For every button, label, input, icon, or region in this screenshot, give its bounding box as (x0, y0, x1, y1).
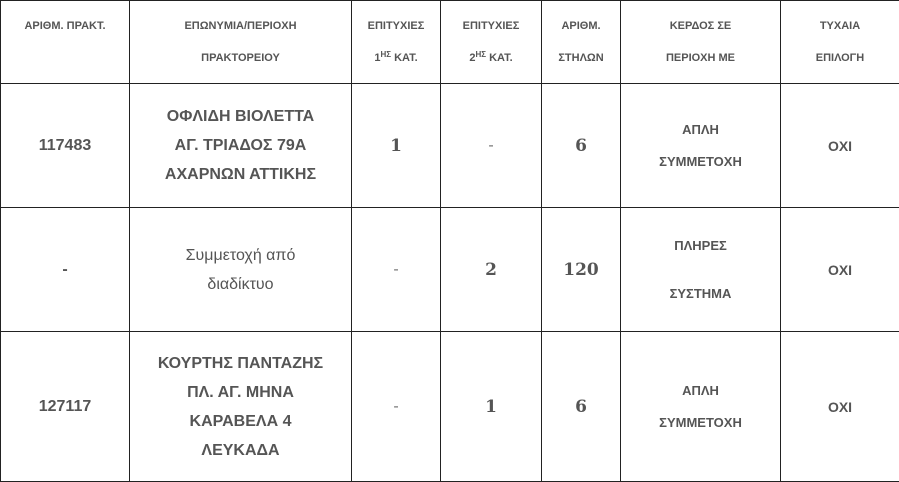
agent-address-line: ΑΓ. ΤΡΙΑΔΟΣ 79Α (130, 131, 351, 160)
profit-line2: ΣΥΜΜΕΤΟΧΗ (621, 407, 780, 439)
columns-cell: 6 (542, 332, 621, 482)
header-profit-line2: ΠΕΡΙΟΧΗ ΜΕ (621, 42, 780, 74)
header-wins-second-number: 2 (469, 52, 475, 64)
agent-number-cell: 117483 (1, 84, 130, 208)
header-row (1, 1, 899, 84)
agent-number-cell: 127117 (1, 332, 130, 482)
header-agent-name-line2: ΠΡΑΚΤΟΡΕΙΟΥ (130, 42, 351, 74)
header-random-selection (781, 1, 899, 84)
header-agent-name (130, 1, 352, 84)
agent-name-cell (130, 332, 352, 482)
header-columns (542, 1, 621, 84)
header-agent-number-text: ΑΡΙΘΜ. ΠΡΑΚΤ. (1, 10, 129, 42)
agent-address-line: ΠΛ. ΑΓ. ΜΗΝΑ (130, 378, 351, 407)
wins-second-category-cell: 1 (441, 332, 542, 482)
agent-name-line: ΚΟΥΡΤΗΣ ΠΑΝΤΑΖΗΣ (130, 349, 351, 378)
header-wins-second-line1: ΕΠΙΤΥΧΙΕΣ (441, 10, 541, 42)
table-row (1, 208, 899, 332)
agent-area-line: ΛΕΥΚΑΔΑ (130, 436, 351, 465)
random-selection-cell: ΟΧΙ (781, 208, 899, 332)
wins-second-category-cell: 2 (441, 208, 542, 332)
header-columns-line2: ΣΤΗΛΩΝ (542, 42, 620, 74)
wins-first-category-cell: 1 (352, 84, 441, 208)
random-selection-cell: ΟΧΙ (781, 84, 899, 208)
random-selection-cell: ΟΧΙ (781, 332, 899, 482)
agent-name-line: ΟΦΛΙΔΗ ΒΙΟΛΕΤΤΑ (130, 102, 351, 131)
header-agent-number (1, 1, 130, 84)
columns-cell: 120 (542, 208, 621, 332)
agent-name-line: Συμμετοχή από (130, 241, 351, 270)
profit-line1: ΑΠΛΗ (621, 114, 780, 146)
header-profit-line1: ΚΕΡΔΟΣ ΣΕ (621, 10, 780, 42)
wins-first-category-cell: - (352, 332, 441, 482)
header-random-line2: ΕΠΙΛΟΓΗ (781, 42, 899, 74)
table-row (1, 332, 899, 482)
profit-line1: ΠΛΗΡΕΣ (621, 222, 780, 270)
agent-name-line: διαδίκτυο (130, 270, 351, 299)
header-wins-first-line2 (352, 42, 440, 74)
wins-second-category-cell: - (441, 84, 542, 208)
header-columns-line1: ΑΡΙΘΜ. (542, 10, 620, 42)
profit-cell (621, 208, 781, 332)
columns-cell: 6 (542, 84, 621, 208)
header-wins-first-suffix: ΚΑΤ. (394, 52, 418, 64)
header-wins-first-category (352, 1, 441, 84)
profit-cell (621, 84, 781, 208)
header-profit (621, 1, 781, 84)
header-wins-first-superscript: ΗΣ (380, 50, 391, 59)
table-row (1, 84, 899, 208)
header-agent-name-line1: ΕΠΩΝΥΜΙΑ/ΠΕΡΙΟΧΗ (130, 10, 351, 42)
header-wins-first-line1: ΕΠΙΤΥΧΙΕΣ (352, 10, 440, 42)
header-wins-second-superscript: ΗΣ (475, 50, 486, 59)
profit-line2: ΣΥΜΜΕΤΟΧΗ (621, 146, 780, 178)
header-wins-second-line2 (441, 42, 541, 74)
agent-area-line: ΑΧΑΡΝΩΝ ΑΤΤΙΚΗΣ (130, 160, 351, 189)
profit-cell (621, 332, 781, 482)
header-wins-second-category (441, 1, 542, 84)
header-wins-second-suffix: ΚΑΤ. (489, 52, 513, 64)
header-wins-first-number: 1 (374, 52, 380, 64)
profit-line2: ΣΥΣΤΗΜΑ (621, 270, 780, 318)
agent-address-line: ΚΑΡΑΒΕΛΑ 4 (130, 407, 351, 436)
profit-line1: ΑΠΛΗ (621, 375, 780, 407)
agent-number-cell: - (1, 208, 130, 332)
header-random-line1: ΤΥΧΑΙΑ (781, 10, 899, 42)
agent-name-cell (130, 208, 352, 332)
wins-first-category-cell: - (352, 208, 441, 332)
agent-name-cell (130, 84, 352, 208)
